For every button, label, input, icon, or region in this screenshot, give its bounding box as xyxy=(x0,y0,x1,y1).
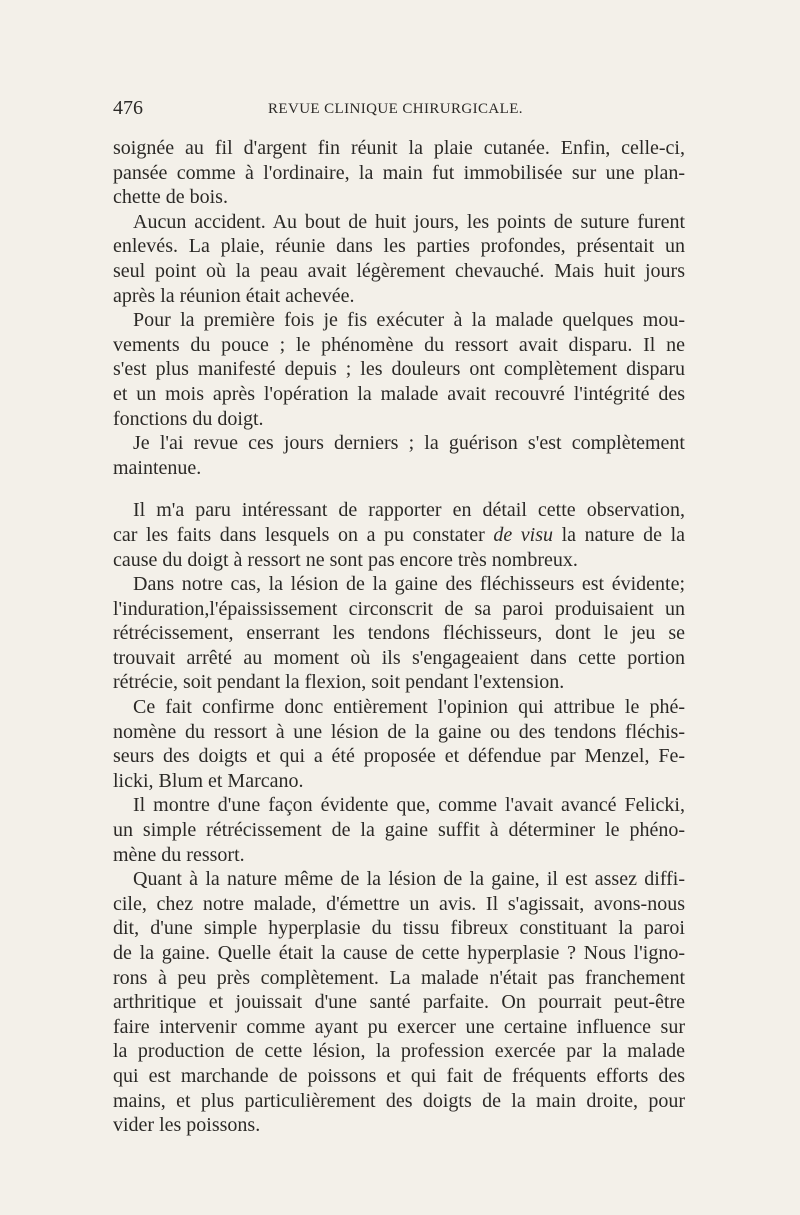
text-line: la production de cette lésion, la profession exercée par la malade xyxy=(113,1040,685,1063)
text-line: soignée au fil d'argent fin réunit la plaie cutanée. Enfin, celle-ci, xyxy=(113,137,685,159)
paragraph xyxy=(113,867,685,1138)
paragraph xyxy=(113,210,685,308)
body-text xyxy=(113,136,685,1138)
text-line: cause du doigt à ressort ne sont pas encore très nombreux. xyxy=(113,548,578,571)
page-number: 476 xyxy=(113,97,143,119)
paragraph xyxy=(113,695,685,793)
text-line: Il m'a paru intéressant de rapporter en détail cette observation, xyxy=(133,499,685,522)
text-line: rétrécissement, enserrant les tendons fléchisseurs, dont le jeu se xyxy=(113,622,685,645)
paragraph xyxy=(113,498,685,572)
text-line: un simple rétrécissement de la gaine suffit à déterminer le phéno- xyxy=(113,819,685,842)
text-line: dit, d'une simple hyperplasie du tissu fibreux constituant la paroi xyxy=(113,917,685,940)
text-line: enlevés. La plaie, réunie dans les parties profondes, présentait un xyxy=(113,235,685,258)
paragraph xyxy=(113,572,685,695)
text-line: vements du pouce ; le phénomène du ressort avait disparu. Il ne xyxy=(113,333,685,356)
text-line: trouvait arrêté au moment où ils s'engageaient dans cette portion xyxy=(113,646,685,669)
text-segment: la nature de la xyxy=(553,523,686,546)
text-line: Ce fait confirme donc entièrement l'opinion qui attribue le phé- xyxy=(133,696,685,719)
text-line: et un mois après l'opération la malade avait recouvré l'intégrité des xyxy=(113,382,685,405)
text-line: s'est plus manifesté depuis ; les douleurs ont complètement disparu xyxy=(113,358,685,381)
text-line: licki, Blum et Marcano. xyxy=(113,769,304,792)
text-line: cile, chez notre malade, d'émettre un avis. Il s'agissait, avons-nous xyxy=(113,892,685,915)
text-line: Aucun accident. Au bout de huit jours, les points de suture furent xyxy=(133,210,685,233)
text-line: vider les poissons. xyxy=(113,1114,261,1137)
text-line: qui est marchande de poissons et qui fait de fréquents efforts des xyxy=(113,1064,685,1087)
text-line: arthritique et jouissait d'une santé parfaite. On pourrait peut-être xyxy=(113,991,685,1014)
text-line: Pour la première fois je fis exécuter à la malade quelques mou- xyxy=(133,309,685,332)
text-line: chette de bois. xyxy=(113,186,228,209)
text-line: Dans notre cas, la lésion de la gaine des fléchisseurs est évidente; xyxy=(133,573,685,596)
text-line: pansée comme à l'ordinaire, la main fut immobilisée sur une plan- xyxy=(113,161,685,184)
text-line: maintenue. xyxy=(113,456,202,479)
running-header xyxy=(113,96,685,122)
text-line: fonctions du doigt. xyxy=(113,407,264,430)
text-line xyxy=(113,523,685,548)
text-line: Je l'ai revue ces jours derniers ; la guérison s'est complètement xyxy=(133,432,685,455)
text-line: rétrécie, soit pendant la flexion, soit pendant l'extension. xyxy=(113,671,565,694)
text-line: faire intervenir comme ayant pu exercer une certaine influence sur xyxy=(113,1015,685,1038)
text-line: seurs des doigts et qui a été proposée et défendue par Menzel, Fe- xyxy=(113,745,685,768)
paragraph xyxy=(113,793,685,867)
text-line: rons à peu près complètement. La malade n'était pas franchement xyxy=(113,966,685,989)
section-gap xyxy=(113,480,685,498)
text-line: après la réunion était achevée. xyxy=(113,284,355,307)
italic-phrase: de visu xyxy=(493,523,554,546)
text-line: mène du ressort. xyxy=(113,843,245,866)
paragraph xyxy=(113,308,685,431)
paragraph xyxy=(113,136,685,210)
text-line: Quant à la nature même de la lésion de la gaine, il est assez diffi- xyxy=(133,868,685,891)
text-line: Il montre d'une façon évidente que, comme l'avait avancé Felicki, xyxy=(133,794,685,817)
running-title: REVUE CLINIQUE CHIRURGICALE. xyxy=(268,101,523,117)
text-line: nomène du ressort à une lésion de la gaine ou des tendons fléchis- xyxy=(113,720,685,743)
text-line: mains, et plus particulièrement des doigts de la main droite, pour xyxy=(113,1089,685,1112)
text-segment: car les faits dans lesquels on a pu constater xyxy=(113,523,494,546)
text-line: seul point où la peau avait légèrement chevauché. Mais huit jours xyxy=(113,259,685,282)
paragraph xyxy=(113,431,685,480)
text-line: l'induration,l'épaississement circonscrit de sa paroi produisaient un xyxy=(113,597,685,620)
text-line: de la gaine. Quelle était la cause de cette hyperplasie ? Nous l'igno- xyxy=(113,942,685,964)
